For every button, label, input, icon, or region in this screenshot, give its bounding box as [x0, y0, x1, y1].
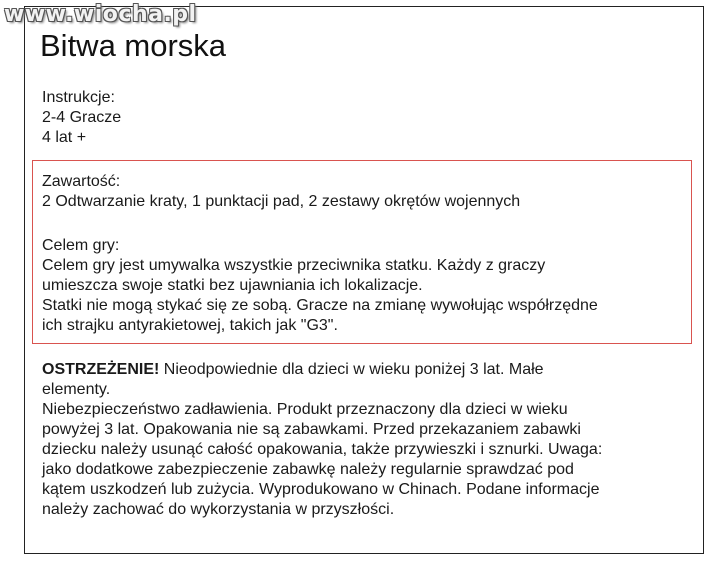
- goal-line: ich strajku antyrakietowej, takich jak "G3".: [42, 317, 338, 334]
- instructions-section: [42, 88, 121, 148]
- page-title: Bitwa morska: [40, 28, 227, 63]
- watermark-logo: www.wiocha.pl: [4, 2, 197, 27]
- contents-heading: Zawartość:: [42, 173, 121, 190]
- warning-line: należy zachować do wykorzystania w przyszłości.: [42, 501, 395, 518]
- goal-section: [42, 236, 598, 336]
- warning-line: powyżej 3 lat. Opakowania nie są zabawkami. Przed przekazaniem zabawki: [42, 421, 581, 438]
- warning-line: jako dodatkowe zabezpieczenie zabawkę należy regularnie sprawdzać pod: [42, 461, 574, 478]
- age-rating: 4 lat +: [42, 129, 87, 146]
- goal-line: Statki nie mogą stykać się ze sobą. Gracze na zmianę wywołując współrzędne: [42, 297, 598, 314]
- instructions-heading: Instrukcje:: [42, 89, 115, 106]
- goal-line: Celem gry jest umywalka wszystkie przeciwnika statku. Każdy z graczy: [42, 257, 546, 274]
- warning-line: Niebezpieczeństwo zadławienia. Produkt przeznaczony dla dzieci w wieku: [42, 401, 568, 418]
- contents-text: 2 Odtwarzanie kraty, 1 punktacji pad, 2 zestawy okrętów wojennych: [42, 193, 521, 210]
- goal-heading: Celem gry:: [42, 237, 120, 254]
- warning-line: kątem uszkodzeń lub zużycia. Wyprodukowano w Chinach. Podane informacje: [42, 481, 600, 498]
- warning-section: [42, 360, 692, 520]
- players-count: 2-4 Gracze: [42, 109, 122, 126]
- warning-first-line: [42, 360, 692, 380]
- warning-line: elementy.: [42, 381, 111, 398]
- contents-section: [42, 172, 520, 212]
- goal-line: umieszcza swoje statki bez ujawniania ich lokalizacje.: [42, 277, 423, 294]
- warning-label: OSTRZEŻENIE!: [42, 361, 160, 378]
- warning-first-text: Nieodpowiednie dla dzieci w wieku poniżej 3 lat. Małe: [159, 361, 544, 378]
- warning-line: dziecku należy usunąć całość opakowania, także przywieszki i sznurki. Uwaga:: [42, 441, 603, 458]
